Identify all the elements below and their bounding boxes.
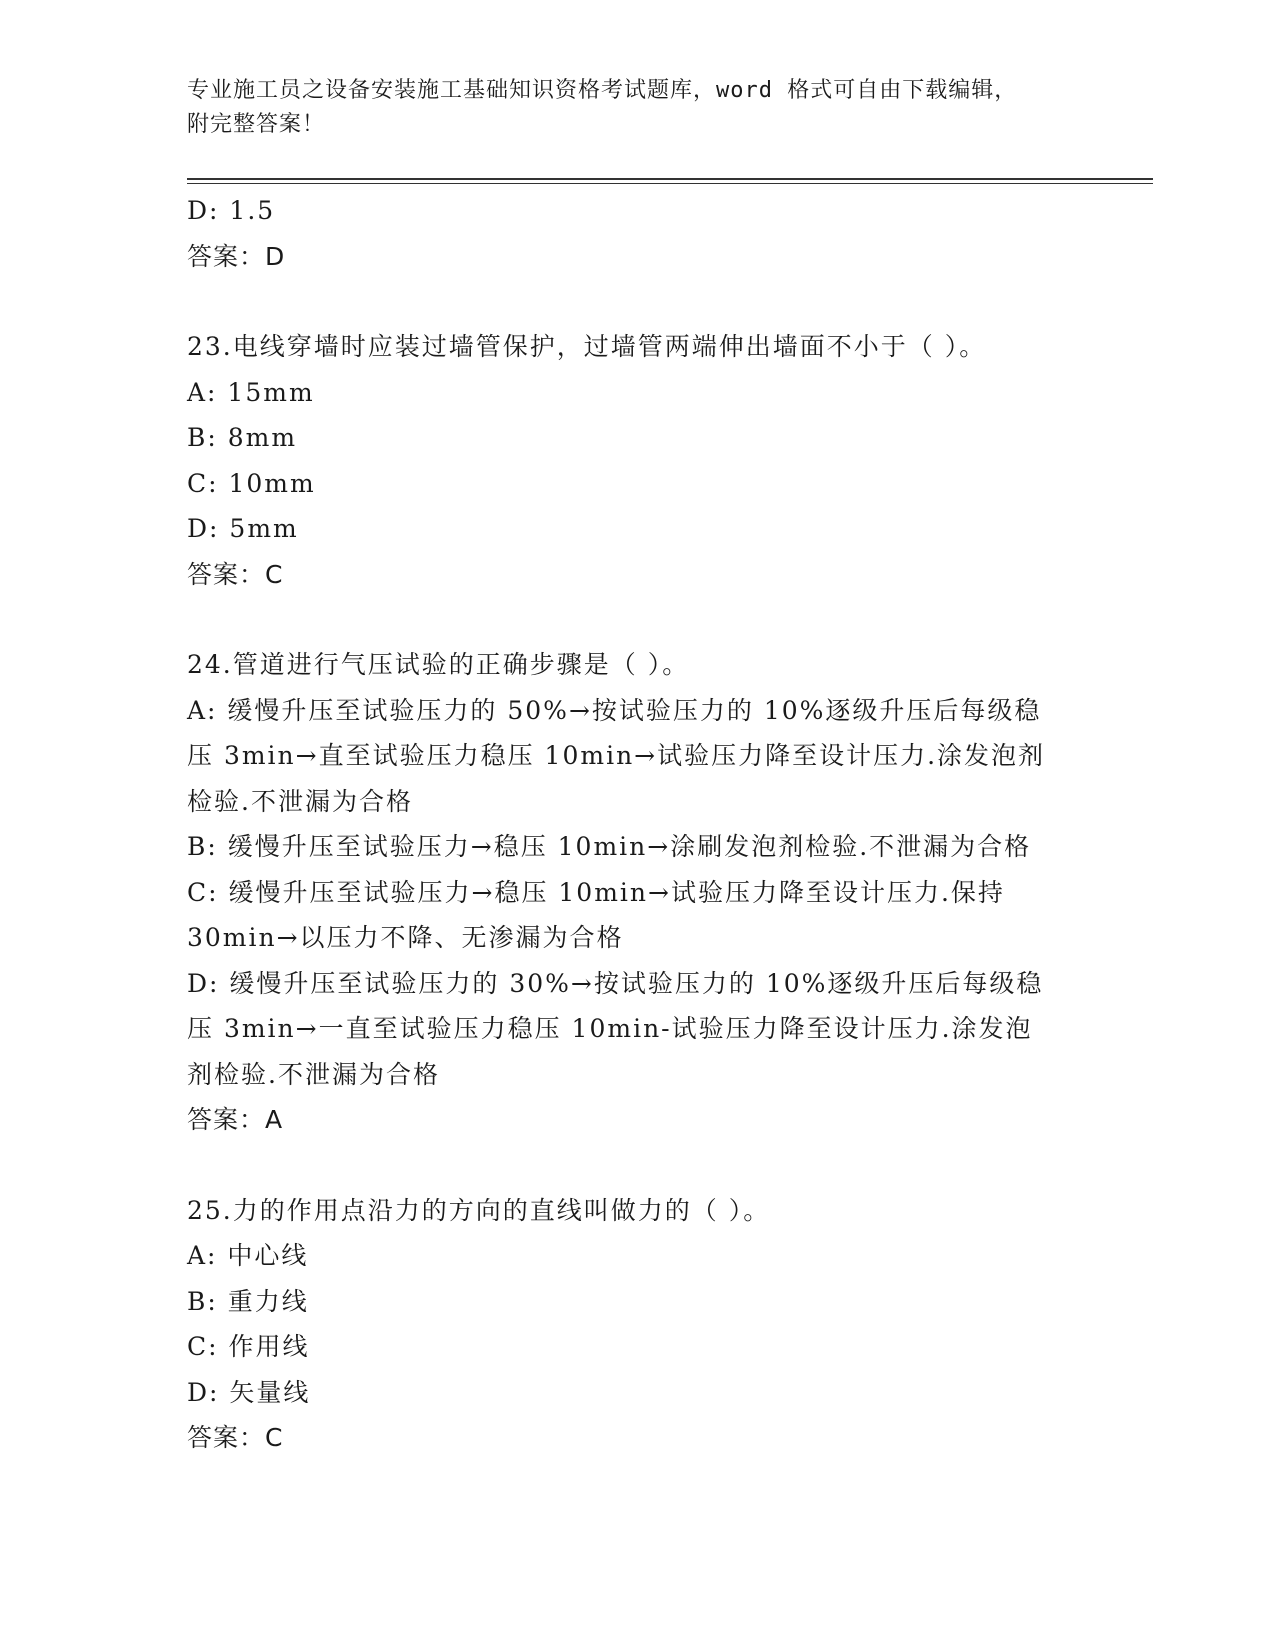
option-d-line-1: D: 缓慢升压至试验压力的 30%→按试验压力的 10%逐级升压后每级稳 <box>187 968 1044 998</box>
answer-label: 答案：A <box>187 1105 284 1134</box>
option-b: B: 8mm <box>187 423 298 452</box>
option-a-line-1: A: 缓慢升压至试验压力的 50%→按试验压力的 10%逐级升压后每级稳 <box>187 695 1042 725</box>
spacer <box>187 1143 1087 1188</box>
document-header <box>187 74 1067 142</box>
answer-label: 答案：C <box>187 559 284 589</box>
option-a: A: 15mm <box>187 377 315 407</box>
question-stem: 23.电线穿墙时应装过墙管保护，过墙管两端伸出墙面不小于（ ）。 <box>187 332 987 361</box>
question-23 <box>187 324 1087 597</box>
option-d-line-2: 压 3min→一直至试验压力稳压 10min-试验压力降至设计压力.涂发泡 <box>187 1014 1033 1043</box>
spacer <box>187 279 1087 324</box>
spacer <box>187 597 1087 642</box>
header-line-1: 专业施工员之设备安装施工基础知识资格考试题库，word 格式可自由下载编辑， <box>187 78 1018 103</box>
question-25 <box>187 1188 1087 1461</box>
question-stem: 25.力的作用点沿力的方向的直线叫做力的（ ）。 <box>187 1195 771 1225</box>
header-divider-thick <box>187 178 1153 180</box>
option-a-line-2: 压 3min→直至试验压力稳压 10min→试验压力降至设计压力.涂发泡剂 <box>187 741 1046 770</box>
question-stem: 24.管道进行气压试验的正确步骤是（ ）。 <box>187 650 690 679</box>
question-24 <box>187 642 1087 1143</box>
document-body <box>187 188 1087 1461</box>
answer-label: 答案：C <box>187 1423 284 1452</box>
option-d: D: 1.5 <box>187 196 276 225</box>
option-c: C: 作用线 <box>187 1332 310 1361</box>
option-c: C: 10mm <box>187 468 316 498</box>
question-22-tail <box>187 188 1087 279</box>
option-d-line-3: 剂检验.不泄漏为合格 <box>187 1059 440 1089</box>
option-c-line-1: C: 缓慢升压至试验压力→稳压 10min→试验压力降至设计压力.保持 <box>187 877 1005 907</box>
answer-label: 答案：D <box>187 241 286 271</box>
option-d: D: 矢量线 <box>187 1377 311 1407</box>
option-a-line-3: 检验.不泄漏为合格 <box>187 786 413 816</box>
option-b-line-1: B: 缓慢升压至试验压力→稳压 10min→涂刷发泡剂检验.不泄漏为合格 <box>187 832 1032 861</box>
header-divider-thin <box>187 183 1153 184</box>
option-c-line-2: 30min→以压力不降、无渗漏为合格 <box>187 923 624 952</box>
option-a: A: 中心线 <box>187 1241 309 1270</box>
option-b: B: 重力线 <box>187 1286 309 1316</box>
header-line-2: 附完整答案！ <box>187 112 326 137</box>
option-d: D: 5mm <box>187 514 299 543</box>
